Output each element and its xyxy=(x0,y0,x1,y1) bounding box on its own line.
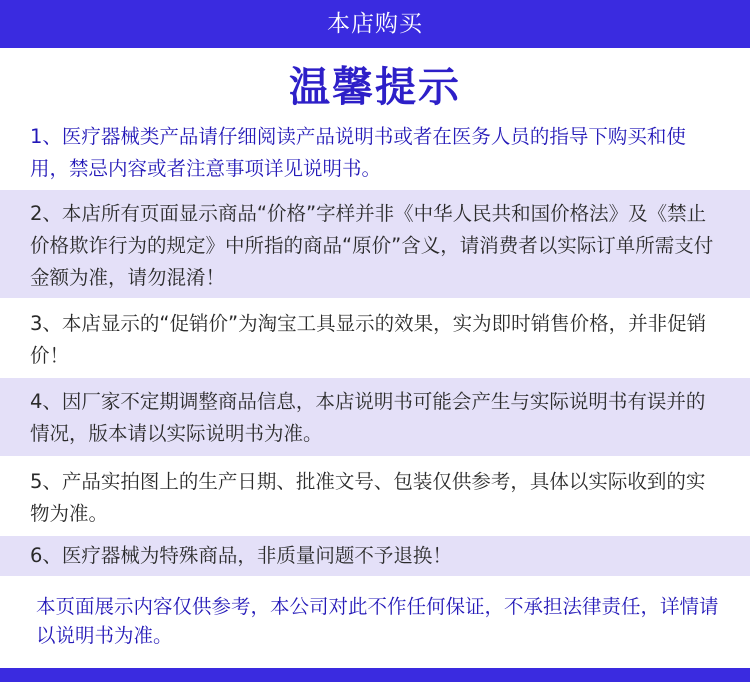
notice-item-5: 5、产品实拍图上的生产日期、批准文号、包装仅供参考，具体以实际收到的实物为准。 xyxy=(30,470,706,525)
page-title: 温馨提示 xyxy=(289,63,461,111)
top-banner xyxy=(0,0,750,48)
notice-item-4: 4、因厂家不定期调整商品信息，本店说明书可能会产生与实际说明书有误并的情况，版本请以实际说明书为准。 xyxy=(0,378,750,456)
bottom-banner xyxy=(0,668,750,682)
notice-item-1: 1、医疗器械类产品请仔细阅读产品说明书或者在医务人员的指导下购买和使用，禁忌内容或者注意事项详见说明书。 xyxy=(30,125,686,180)
banner-label: 本店购买 xyxy=(327,11,423,37)
disclaimer-note: 本页面展示内容仅供参考，本公司对此不作任何保证，不承担法律责任，详情请以说明书为准。 xyxy=(36,595,719,647)
notice-item-3: 3、本店显示的“促销价”为淘宝工具显示的效果，实为即时销售价格，并非促销价！ xyxy=(30,312,707,367)
notice-item-2: 2、本店所有页面显示商品“价格”字样并非《中华人民共和国价格法》及《禁止价格欺诈行为的规定》中所指的商品“原价”含义，请消费者以实际订单所需支付金额为准，请勿混淆！ xyxy=(0,190,750,298)
notice-item-6: 6、医疗器械为特殊商品，非质量问题不予退换！ xyxy=(0,536,750,576)
